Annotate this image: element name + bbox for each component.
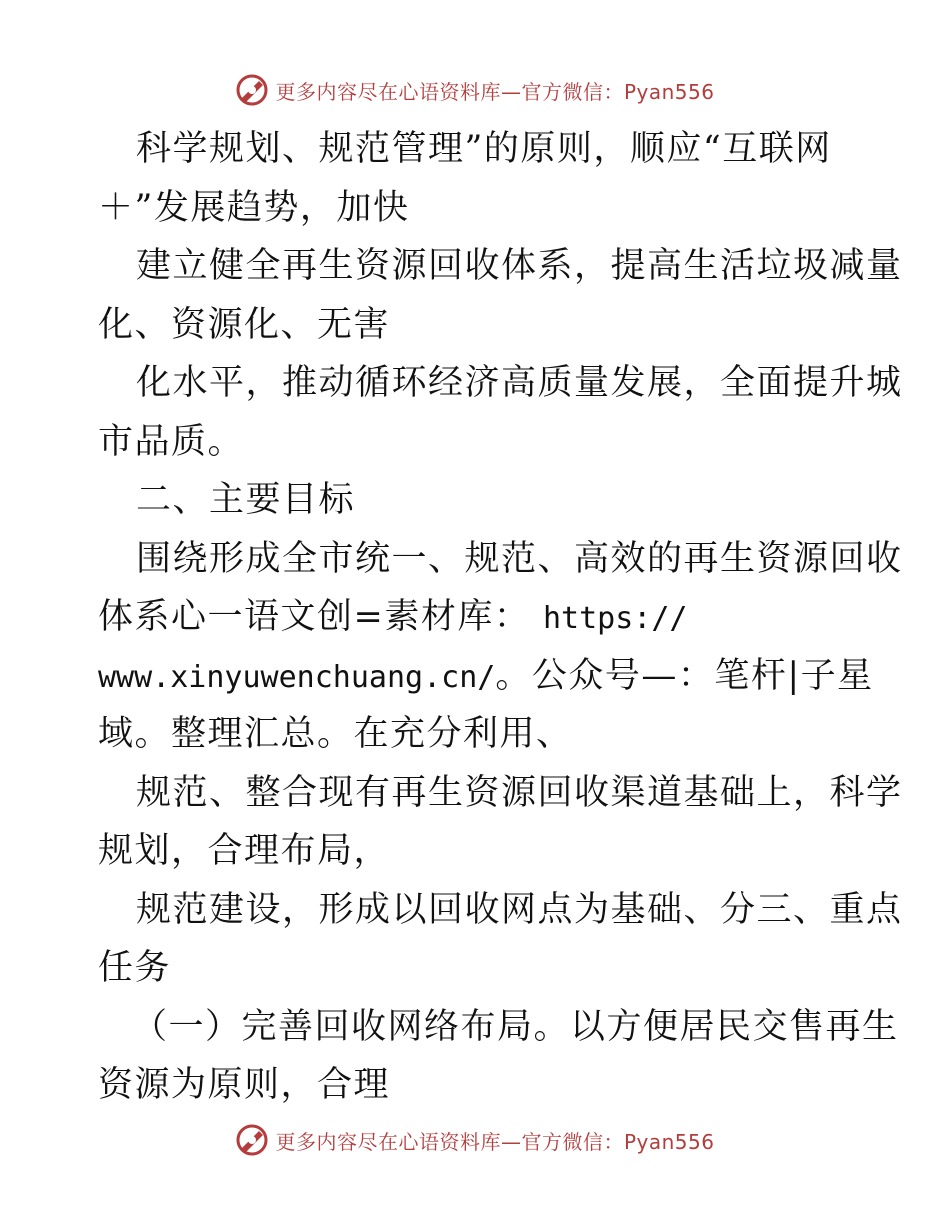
footer-banner-text: 更多内容尽在心语资料库—官方微信：Pyan556 — [275, 1129, 715, 1154]
document-body — [98, 120, 903, 1115]
text-line: 任务 — [98, 948, 172, 988]
text-line: 建立健全再生资源回收体系，提高生活垃圾减量 — [136, 246, 903, 286]
text-line: 科学规划、规范管理”的原则，顺应“互联网 — [136, 129, 832, 169]
text-line: 化水平，推动循环经济高质量发展，全面提升城 — [136, 363, 903, 403]
text-line: 域。整理汇总。在充分利用、 — [98, 714, 573, 754]
text-line: 资源为原则，合理 — [98, 1065, 391, 1105]
text-line: 围绕形成全市统一、规范、高效的再生资源回收 — [136, 538, 903, 579]
url-fragment: https:// — [542, 601, 688, 636]
text-segment: 体系心一语文创=素材库： — [98, 597, 531, 637]
url-link: www.xinyuwenchuang.cn/ — [98, 659, 496, 695]
text-line: ＋”发展趋势，加快 — [98, 187, 410, 228]
header-banner — [0, 70, 950, 110]
subsection-line: （一）完善回收网络布局。以方便居民交售再生 — [132, 1006, 899, 1047]
header-banner-text: 更多内容尽在心语资料库—官方微信：Pyan556 — [275, 79, 715, 104]
footer-banner — [0, 1120, 950, 1160]
text-line — [98, 588, 858, 647]
text-segment: 。公众号—：笔杆|子星 — [495, 655, 874, 696]
text-line: 规划，合理布局， — [98, 831, 391, 871]
pen-logo-icon — [235, 73, 269, 107]
section-heading: 二、主要目标 — [136, 480, 356, 520]
pen-logo-icon — [235, 1123, 269, 1157]
text-line: 市品质。 — [98, 421, 245, 462]
text-line — [98, 647, 874, 706]
text-line: 规范、整合现有再生资源回收渠道基础上，科学 — [136, 772, 903, 813]
text-line: 化、资源化、无害 — [98, 304, 391, 345]
text-line: 规范建设，形成以回收网点为基础、分三、重点 — [136, 889, 903, 930]
